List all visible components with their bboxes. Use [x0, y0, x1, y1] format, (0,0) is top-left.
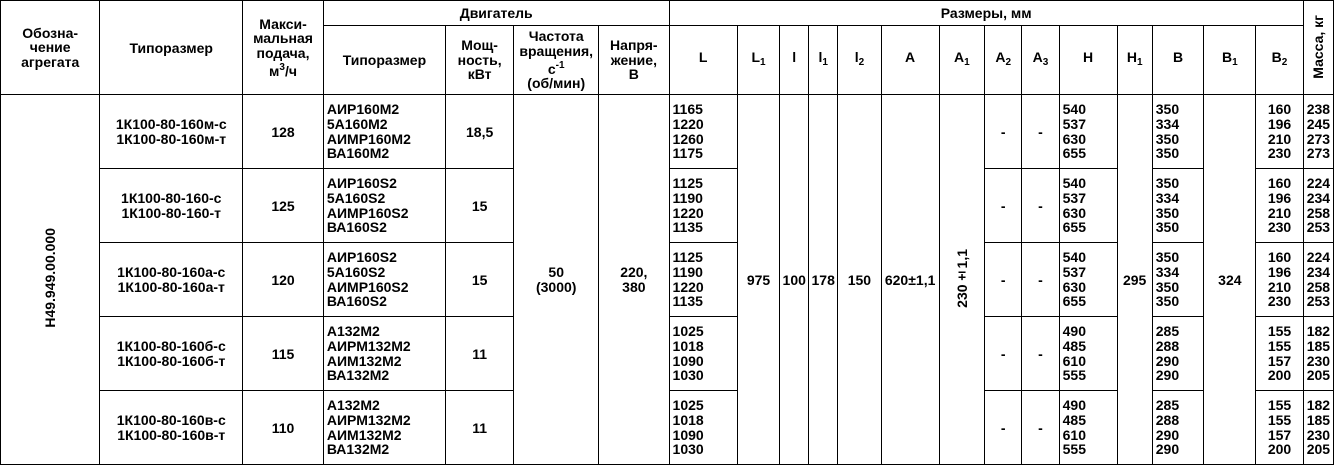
type-size-cell: 1К100-80-160в-с 1К100-80-160в-т: [100, 391, 243, 465]
dim-B2-cell: 160 196 210 230: [1256, 95, 1304, 169]
dim-A3-cell: -: [1022, 169, 1059, 243]
dim-label: l: [818, 49, 823, 65]
header-dim-B: [1152, 26, 1204, 95]
dim-A3-cell: -: [1022, 95, 1059, 169]
speed-cell: 50 (3000): [514, 95, 599, 465]
engine-types-cell: АИР160S2 5А160S2 АИМР160S2 ВА160S2: [323, 243, 445, 317]
dim-label: l: [792, 49, 797, 65]
dim-A1-value: 230±1,1: [953, 248, 970, 308]
header-designation: Обозна- чение агрегата: [1, 1, 100, 95]
dim-sub: 1: [964, 57, 970, 68]
header-dim-A: [881, 26, 939, 95]
header-dim-A1: [939, 26, 985, 95]
dim-A1-cell: [939, 95, 985, 465]
dim-A2-cell: -: [985, 95, 1022, 169]
dim-L1-cell: 975: [737, 95, 779, 465]
dim-label: l: [854, 49, 859, 65]
dim-H-cell: 540 537 630 655: [1059, 169, 1117, 243]
dim-L-cell: 1025 1018 1090 1030: [669, 317, 737, 391]
dim-H-cell: 540 537 630 655: [1059, 243, 1117, 317]
header-speed-line1: Частота вращения,: [519, 28, 594, 59]
header-dim-L: [669, 26, 737, 95]
dim-H1-cell: 295: [1117, 95, 1152, 465]
header-speed: [514, 26, 599, 95]
dim-L-cell: 1125 1190 1220 1135: [669, 169, 737, 243]
header-dim-l1: [809, 26, 838, 95]
header-dim-A2: [985, 26, 1022, 95]
dim-sub: 2: [1281, 57, 1288, 68]
dim-label: A: [954, 49, 965, 65]
dim-sub: 2: [858, 57, 865, 68]
header-dim-H: [1059, 26, 1117, 95]
engine-types-cell: А132М2 АИРМ132М2 АИМ132М2 ВА132М2: [323, 391, 445, 465]
dim-B1-cell: 324: [1204, 95, 1256, 465]
mass-cell: 182 185 230 205: [1303, 317, 1333, 391]
mass-cell: 182 185 230 205: [1303, 391, 1333, 465]
engine-types-cell: АИР160М2 5А160М2 АИМР160М2 ВА160М2: [323, 95, 445, 169]
designation-value: Н49.949.00.000: [42, 228, 59, 328]
dim-B-cell: 285 288 290 290: [1152, 317, 1204, 391]
dim-L-cell: 1125 1190 1220 1135: [669, 243, 737, 317]
header-dimensions-group: Размеры, мм: [669, 1, 1303, 26]
header-type-size: Типоразмер: [100, 1, 243, 95]
dim-A2-cell: -: [985, 317, 1022, 391]
dim-A3-cell: -: [1022, 317, 1059, 391]
dim-B2-cell: 160 196 210 230: [1256, 243, 1304, 317]
dim-H-cell: 490 485 610 555: [1059, 391, 1117, 465]
dim-label: A: [995, 49, 1006, 65]
dim-sub: 1: [760, 57, 766, 68]
dim-label: B: [1173, 49, 1184, 65]
header-speed-unit: с: [547, 60, 556, 77]
power-cell: 11: [445, 391, 513, 465]
power-cell: 15: [445, 169, 513, 243]
dim-label: H: [1126, 49, 1137, 65]
flow-cell: 120: [243, 243, 324, 317]
dim-sub: 1: [822, 57, 828, 68]
dim-l2-cell: 150: [838, 95, 881, 465]
dim-B2-cell: 155 155 157 200: [1256, 317, 1304, 391]
header-engine-type: Типоразмер: [323, 26, 445, 95]
dim-l1-cell: 178: [809, 95, 838, 465]
dim-label: A: [1032, 49, 1043, 65]
dim-A2-cell: -: [985, 243, 1022, 317]
dim-A2-cell: -: [985, 391, 1022, 465]
power-cell: 15: [445, 243, 513, 317]
mass-cell: 224 234 258 253: [1303, 243, 1333, 317]
header-dim-H1: [1117, 26, 1152, 95]
dim-label: L: [698, 49, 708, 65]
dim-L-cell: 1025 1018 1090 1030: [669, 391, 737, 465]
dim-B-cell: 350 334 350 350: [1152, 169, 1204, 243]
engine-types-cell: А132М2 АИРМ132М2 АИМ132М2 ВА132М2: [323, 317, 445, 391]
dim-sub: 3: [1042, 57, 1049, 68]
type-size-cell: 1К100-80-160-с 1К100-80-160-т: [100, 169, 243, 243]
header-max-flow-text: Макси- мальная подача, м: [253, 15, 313, 79]
dim-A3-cell: -: [1022, 391, 1059, 465]
dim-sub: 1: [1232, 57, 1238, 68]
dim-B2-cell: 160 196 210 230: [1256, 169, 1304, 243]
header-engine-group: Двигатель: [323, 1, 669, 26]
header-mass: [1303, 1, 1333, 95]
type-size-cell: 1К100-80-160м-с 1К100-80-160м-т: [100, 95, 243, 169]
dim-sub: 1: [1136, 57, 1143, 68]
header-dim-l: [780, 26, 809, 95]
flow-cell: 128: [243, 95, 324, 169]
dim-B-cell: 285 288 290 290: [1152, 391, 1204, 465]
header-dim-A3: [1022, 26, 1059, 95]
dim-label: B: [1222, 49, 1233, 65]
header-speed-line3: (об/мин): [527, 75, 586, 92]
dim-label: L: [751, 49, 761, 65]
power-cell: 11: [445, 317, 513, 391]
dim-B-cell: 350 334 350 350: [1152, 243, 1204, 317]
dim-H-cell: 540 537 630 655: [1059, 95, 1117, 169]
header-voltage: Напря- жение, В: [599, 26, 669, 95]
dim-B-cell: 350 334 350 350: [1152, 95, 1204, 169]
voltage-cell: 220, 380: [599, 95, 669, 465]
header-max-flow: [243, 1, 324, 95]
dim-l-cell: 100: [780, 95, 809, 465]
header-dim-B2: [1256, 26, 1304, 95]
dim-label: H: [1083, 49, 1094, 65]
dim-B2-cell: 155 155 157 200: [1256, 391, 1304, 465]
header-dim-l2: [838, 26, 881, 95]
engine-types-cell: АИР160S2 5А160S2 АИМР160S2 ВА160S2: [323, 169, 445, 243]
flow-cell: 125: [243, 169, 324, 243]
flow-cell: 110: [243, 391, 324, 465]
dim-H-cell: 490 485 610 555: [1059, 317, 1117, 391]
table-row: [1, 95, 1334, 169]
dim-label: B: [1271, 49, 1282, 65]
mass-cell: 238 245 273 273: [1303, 95, 1333, 169]
header-speed-sup: -1: [555, 59, 565, 71]
header-max-flow-sup: 3: [279, 61, 285, 73]
dim-A2-cell: -: [985, 169, 1022, 243]
dim-A-cell: 620±1,1: [881, 95, 939, 465]
header-mass-text: Масса, кг: [1310, 14, 1327, 79]
dim-A3-cell: -: [1022, 243, 1059, 317]
header-dim-L1: [737, 26, 779, 95]
designation-cell: [1, 95, 100, 465]
mass-cell: 224 234 258 253: [1303, 169, 1333, 243]
header-max-flow-unit: /ч: [284, 62, 297, 79]
dim-sub: 2: [1005, 57, 1012, 68]
header-dim-B1: [1204, 26, 1256, 95]
power-cell: 18,5: [445, 95, 513, 169]
type-size-cell: 1К100-80-160б-с 1К100-80-160б-т: [100, 317, 243, 391]
header-power: Мощ- ность, кВт: [445, 26, 513, 95]
dim-L-cell: 1165 1220 1260 1175: [669, 95, 737, 169]
dim-label: A: [905, 49, 916, 65]
flow-cell: 115: [243, 317, 324, 391]
type-size-cell: 1К100-80-160а-с 1К100-80-160а-т: [100, 243, 243, 317]
